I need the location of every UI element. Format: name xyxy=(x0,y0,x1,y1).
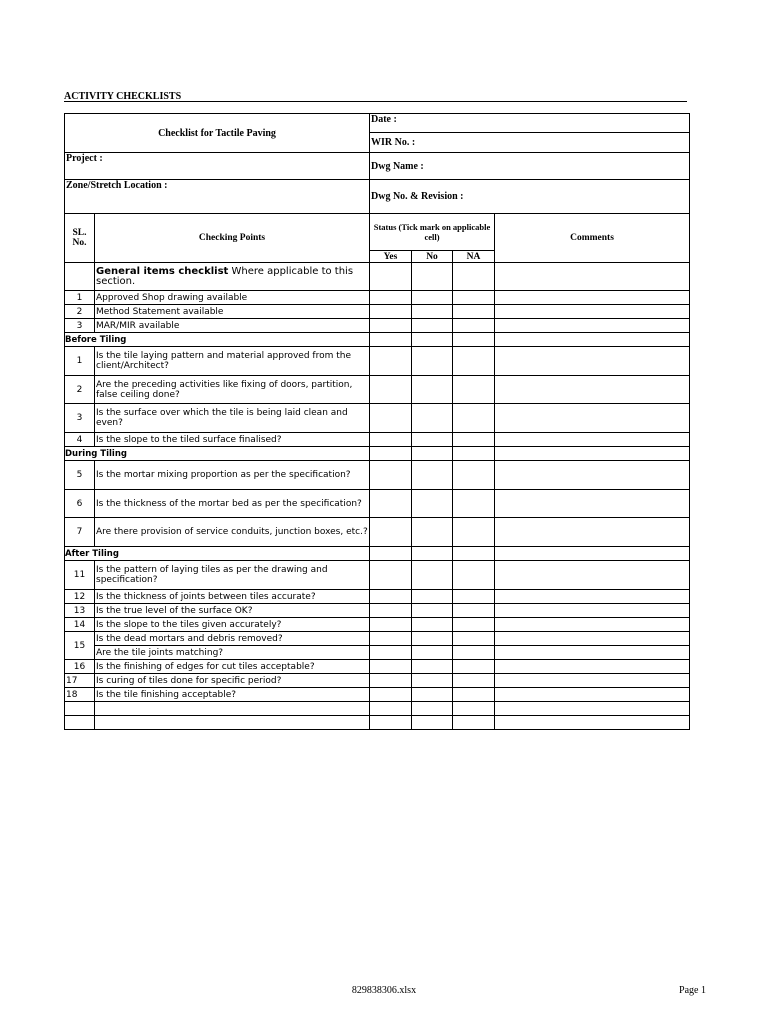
table-row: 3 MAR/MIR available xyxy=(65,319,690,333)
table-row: 17 Is curing of tiles done for specific period? xyxy=(65,674,690,688)
section-before-tiling: Before Tiling xyxy=(65,333,690,347)
yes-cell[interactable] xyxy=(370,263,412,291)
dwg-name-field: Dwg Name : xyxy=(370,153,690,180)
table-row: 2 Are the preceding activities like fixing of doors, partition, false ceiling done? xyxy=(65,376,690,404)
section-after-tiling: After Tiling xyxy=(65,547,690,561)
table-row: 1 Approved Shop drawing available xyxy=(65,291,690,305)
no-header: No xyxy=(412,251,453,263)
comments-header: Comments xyxy=(495,214,690,263)
table-row: 1 Is the tile laying pattern and material approved from the client/Architect? xyxy=(65,347,690,376)
blank-row xyxy=(65,716,690,730)
footer-filename: 829838306.xlsx xyxy=(351,985,417,996)
section-during-tiling: During Tiling xyxy=(65,447,690,461)
table-row: 15 Is the dead mortars and debris removed? xyxy=(65,632,690,646)
table-row: 16 Is the finishing of edges for cut tiles acceptable? xyxy=(65,660,690,674)
no-cell[interactable] xyxy=(412,263,453,291)
info-table xyxy=(64,113,690,214)
table-row: 5 Is the mortar mixing proportion as per the specification? xyxy=(65,461,690,490)
blank-row xyxy=(65,702,690,716)
table-row: Are the tile joints matching? xyxy=(65,646,690,660)
footer-page-number: Page 1 xyxy=(679,985,706,996)
table-row: 13 Is the true level of the surface OK? xyxy=(65,604,690,618)
table-row: 7 Are there provision of service conduits, junction boxes, etc.? xyxy=(65,518,690,547)
table-row: 12 Is the thickness of joints between tiles accurate? xyxy=(65,590,690,604)
comments-cell[interactable] xyxy=(495,263,690,291)
na-cell[interactable] xyxy=(453,263,495,291)
zone-field: Zone/Stretch Location : xyxy=(65,180,370,214)
table-row: 2 Method Statement available xyxy=(65,305,690,319)
document-title: ACTIVITY CHECKLISTS xyxy=(64,91,182,102)
table-row: 18 Is the tile finishing acceptable? xyxy=(65,688,690,702)
na-header: NA xyxy=(453,251,495,263)
checklist-table xyxy=(64,213,690,730)
table-row: 6 Is the thickness of the mortar bed as per the specification? xyxy=(65,490,690,518)
checking-points-header: Checking Points xyxy=(95,214,370,263)
sl-no-header: SL. No. xyxy=(65,214,95,263)
table-row: 4 Is the slope to the tiled surface finalised? xyxy=(65,433,690,447)
title-underline xyxy=(64,101,687,102)
dwg-no-field: Dwg No. & Revision : xyxy=(370,180,690,214)
status-header: Status (Tick mark on applicable cell) xyxy=(370,214,495,251)
table-row: 3 Is the surface over which the tile is being laid clean and even? xyxy=(65,404,690,433)
table-row: 14 Is the slope to the tiles given accurately? xyxy=(65,618,690,632)
project-field: Project : xyxy=(65,153,370,180)
general-items-heading: General items checklist Where applicable to this section. xyxy=(95,263,370,291)
date-field: Date : xyxy=(370,114,690,133)
table-row: 11 Is the pattern of laying tiles as per the drawing and specification? xyxy=(65,561,690,590)
yes-header: Yes xyxy=(370,251,412,263)
wir-field: WIR No. : xyxy=(370,133,690,153)
checklist-title: Checklist for Tactile Paving xyxy=(65,114,370,153)
